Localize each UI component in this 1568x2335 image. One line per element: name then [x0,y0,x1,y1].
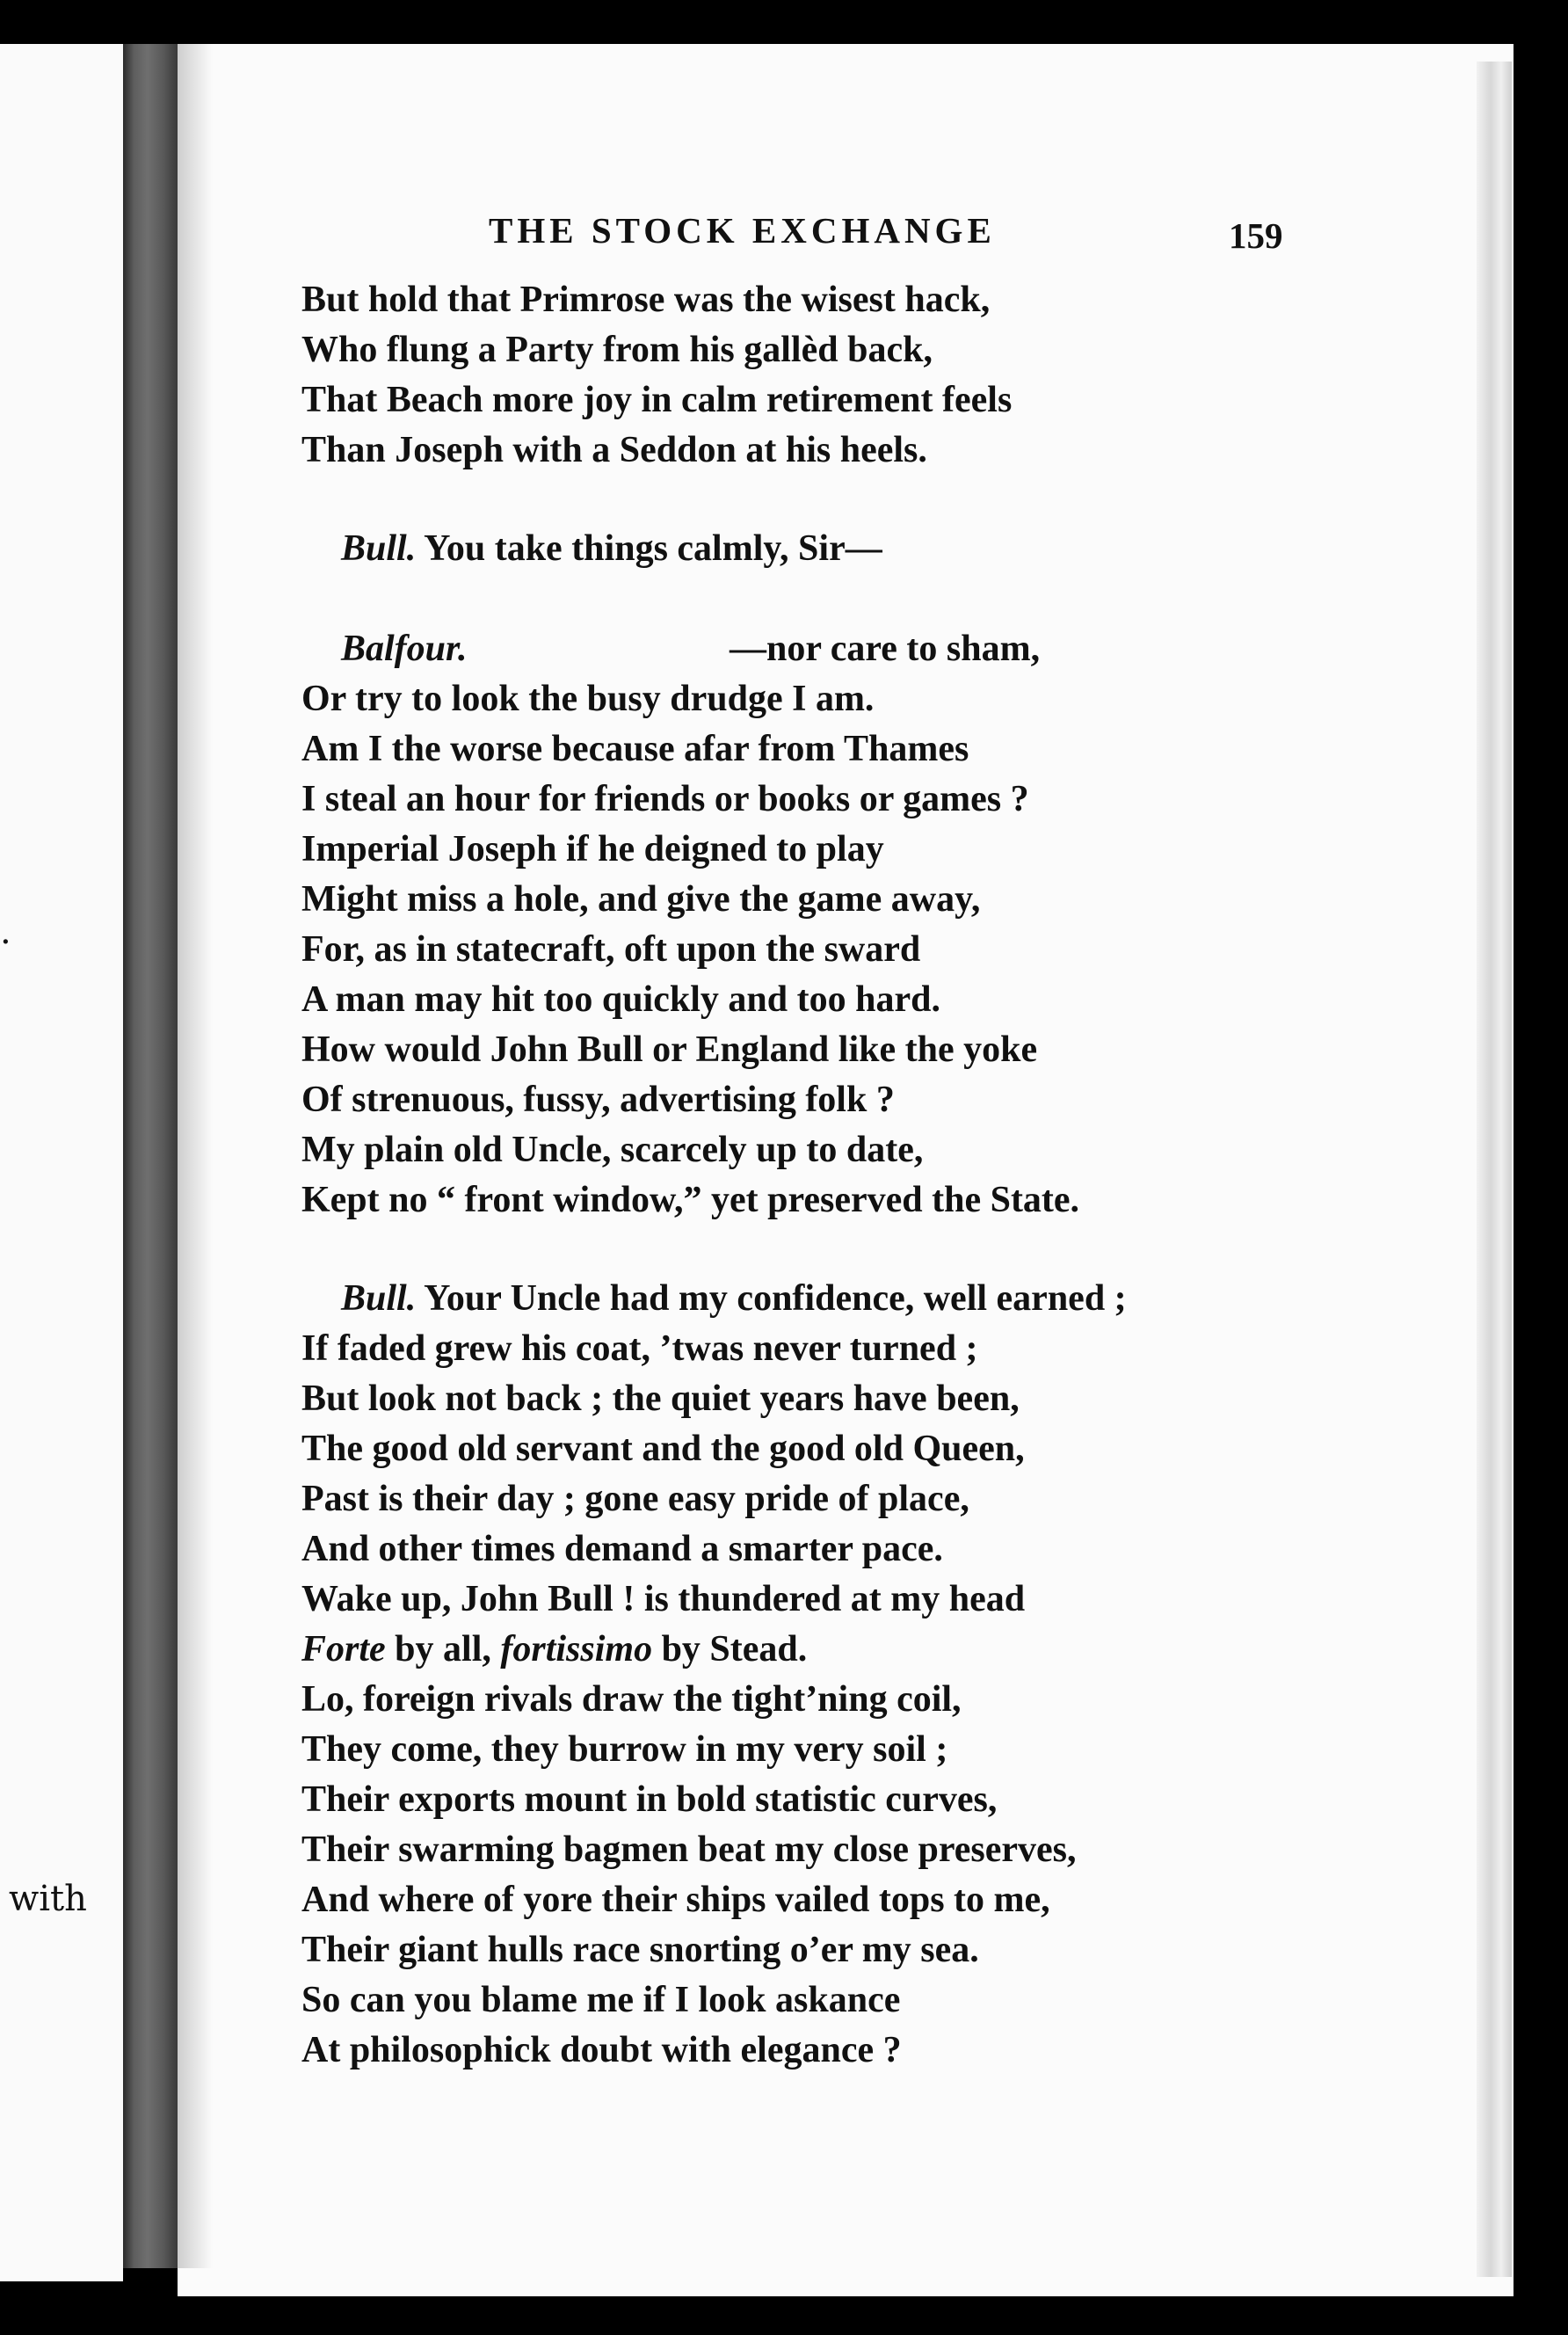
verse-line: Who flung a Party from his gallèd back, [301,330,933,370]
verse-text: by Stead. [652,1629,808,1669]
left-page-fragment: with [9,1879,87,1919]
verse-line: Lo, foreign rivals draw the tight’ning coil, [301,1679,962,1720]
verse-line: But hold that Primrose was the wisest hack, [301,280,991,320]
verse-line: Their giant hulls race snorting o’er my sea. [301,1930,979,1970]
verse-text: by all, [385,1629,501,1669]
verse-line: They come, they burrow in my very soil ; [301,1729,948,1770]
verse-line: Their exports mount in bold statistic curves, [301,1779,998,1820]
verse-line: Their swarming bagmen beat my close preserves, [301,1829,1077,1870]
page-number: 159 [1229,215,1283,256]
gutter-shadow [178,44,213,2268]
italic-word: Forte [301,1629,386,1669]
verse-line: At philosophick doubt with elegance ? [301,2030,902,2070]
verse-line: And other times demand a smarter pace. [301,1529,943,1569]
verse-line: —nor care to sham, [730,629,1041,669]
verse-line: Than Joseph with a Seddon at his heels. [301,430,927,470]
speaker-name [341,628,468,670]
verse-line: Am I the worse because afar from Thames [301,729,969,769]
verse-line: So can you blame me if I look askance [301,1980,901,2020]
speaker-label: Balfour. [341,629,468,669]
speech-text: Your Uncle had my confidence, well earned ; [424,1278,1127,1319]
verse-line: For, as in statecraft, oft upon the sward [301,929,921,970]
verse-line: I steal an hour for friends or books or games ? [301,779,1029,819]
book-gutter [123,44,178,2268]
verse-line: The good old servant and the good old Queen, [301,1429,1025,1469]
speaker-name: Bull. [341,528,417,569]
verse-line: A man may hit too quickly and too hard. [301,979,940,1020]
verse-line: Wake up, John Bull ! is thundered at my head [301,1579,1026,1619]
verse-line: Past is their day ; gone easy pride of place, [301,1479,969,1519]
speech-line [341,527,882,570]
verse-line: Or try to look the busy drudge I am. [301,679,875,719]
verse-line: Kept no “ front window,” yet preserved the State. [301,1180,1080,1220]
italic-word: fortissimo [500,1629,653,1669]
verse-line: Imperial Joseph if he deigned to play [301,829,884,869]
verse-line [301,1628,807,1670]
verse-line: How would John Bull or England like the yoke [301,1029,1038,1070]
verse-line: But look not back ; the quiet years have been, [301,1378,1020,1419]
page-header [0,209,1568,256]
speech-line [341,1277,1127,1320]
running-head: THE STOCK EXCHANGE [489,210,996,251]
verse-line: That Beach more joy in calm retirement feels [301,380,1013,420]
verse-line: And where of yore their ships vailed tops to me, [301,1880,1050,1920]
left-facing-page [0,44,123,2281]
verse-line: If faded grew his coat, ’twas never turned ; [301,1328,978,1369]
verse-line: Of strenuous, fussy, advertising folk ? [301,1080,895,1120]
left-page-fragment: . [0,912,11,952]
speaker-name: Bull. [341,1278,417,1319]
verse-line: My plain old Uncle, scarcely up to date, [301,1130,924,1170]
verse-line: Might miss a hole, and give the game away, [301,879,981,920]
page-edge [1477,62,1512,2277]
speech-text: You take things calmly, Sir— [424,528,882,569]
